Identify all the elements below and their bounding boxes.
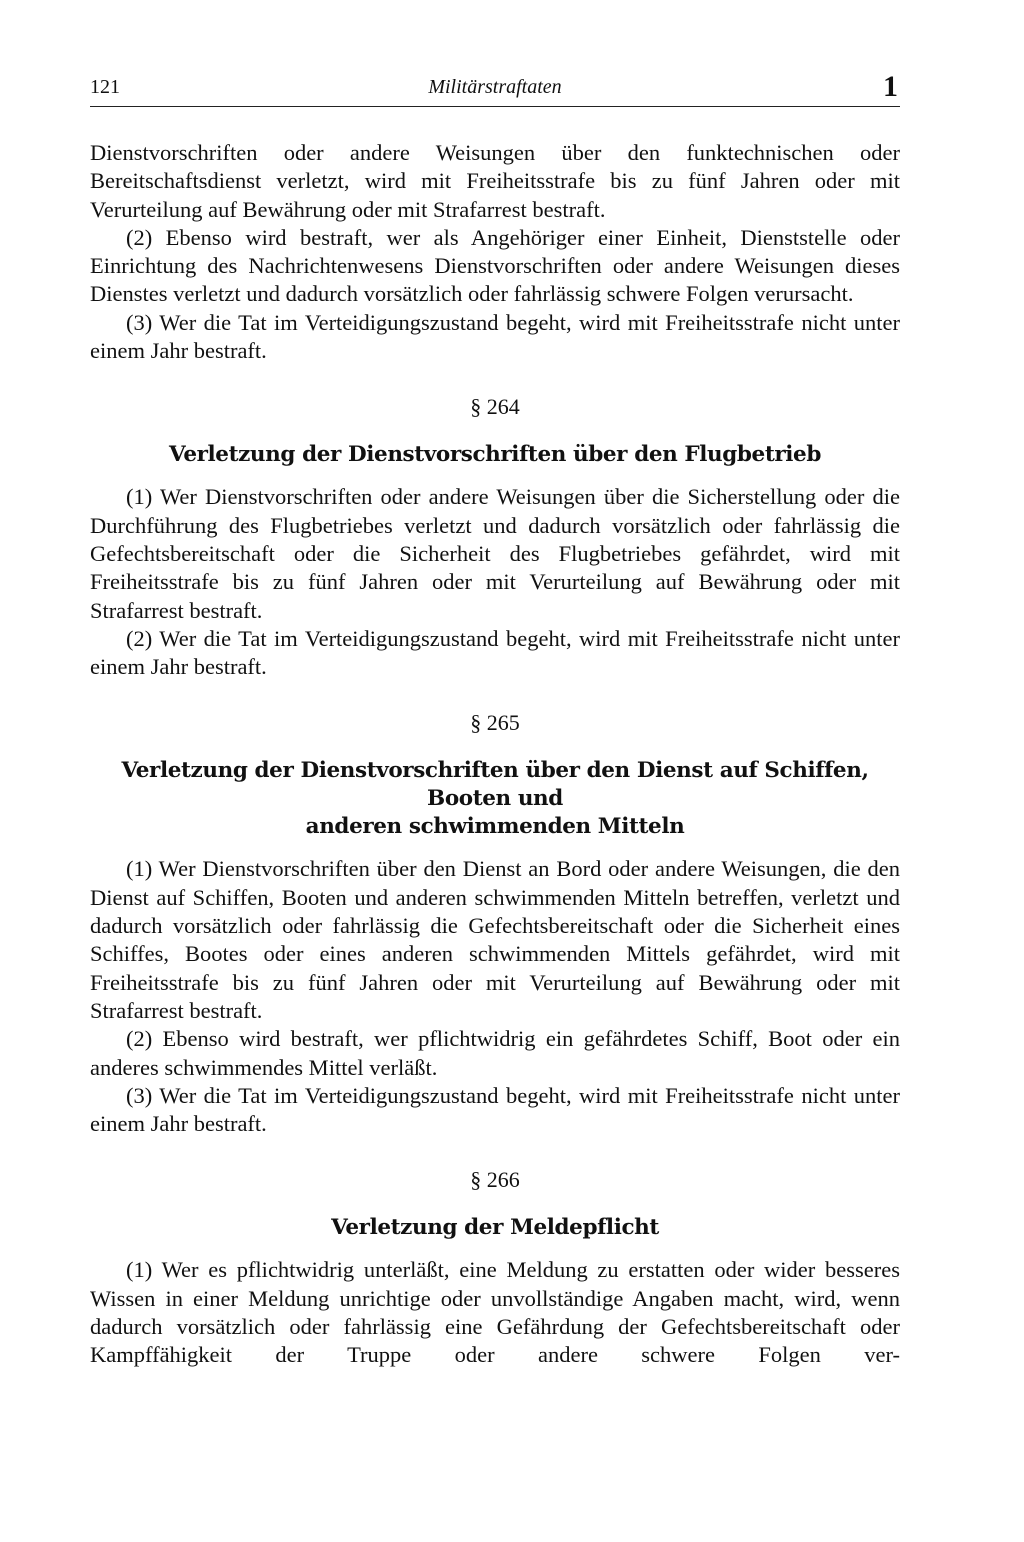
section-number-266: § 266: [470, 1167, 520, 1193]
section-title-264: Verletzung der Dienstvorschriften über den Flugbetrieb: [169, 442, 821, 468]
paragraph-263-2: (2) Ebenso wird bestraft, wer als Angehöriger einer Einheit, Dienststelle oder Einrichtung des Nachrichtenwesens Dienstvorschriften oder andere Weisungen dieses Dienstes verletzt und dadurch vorsätzlich oder fahrlässig schwere Folgen verursacht.: [90, 224, 900, 307]
section-number-264: § 264: [470, 394, 520, 420]
section-title-265: [90, 757, 900, 841]
section-title-266: Verletzung der Meldepflicht: [331, 1215, 659, 1241]
paragraph-264-2: (2) Wer die Tat im Verteidigungszustand begeht, wird mit Freiheitsstrafe nicht unter einem Jahr bestraft.: [90, 625, 900, 680]
section-title-265-line1: Verletzung der Dienstvorschriften über den Dienst auf Schiffen, Booten und: [121, 758, 869, 812]
paragraph-266-1: (1) Wer es pflichtwidrig unterläßt, eine Meldung zu erstatten oder wider besseres Wissen in einer Meldung unrichtige oder unvollständige Angaben macht, wird, wenn dadurch vorsätzlich oder fahrlässig eine Gefährdung der Gefechtsbereitschaft oder Kampffähigkeit der Truppe oder andere schwere Folgen ver-: [90, 1257, 900, 1368]
paragraph-265-3: (3) Wer die Tat im Verteidigungszustand begeht, wird mit Freiheitsstrafe nicht unter einem Jahr bestraft.: [90, 1082, 900, 1137]
paragraph-264-1: (1) Wer Dienstvorschriften oder andere Weisungen über die Sicherstellung oder die Durchführung des Flugbetriebes verletzt und dadurch vorsätzlich oder fahrlässig die Gefechtsbereitschaft oder die Sicherheit des Flugbetriebes gefährdet, wird mit Freiheitsstrafe bis zu fünf Jahren oder mit Verurteilung auf Bewährung oder mit Strafarrest bestraft.: [90, 484, 900, 623]
section-number-265: § 265: [470, 710, 520, 736]
chapter-number: 1: [883, 70, 898, 103]
paragraph-265-2: (2) Ebenso wird bestraft, wer pflichtwidrig ein gefährdetes Schiff, Boot oder ein anderes schwimmendes Mittel verläßt.: [90, 1026, 900, 1080]
page-number: 121: [90, 76, 120, 98]
section-title-265-line2: anderen schwimmenden Mitteln: [305, 814, 685, 840]
page-header: [90, 72, 900, 107]
paragraph-continuation: Dienstvorschriften oder andere Weisungen über den funktechnischen oder Bereitschaftsdienst verletzt, wird mit Freiheitsstrafe bis zu fünf Jahren oder mit Verurteilung auf Bewährung oder mit Strafarrest bestraft.: [90, 140, 900, 222]
running-title: Militärstraftaten: [428, 76, 562, 98]
page-body: [90, 139, 900, 1370]
paragraph-263-3: (3) Wer die Tat im Verteidigungszustand begeht, wird mit Freiheitsstrafe nicht unter einem Jahr bestraft.: [90, 309, 900, 364]
paragraph-265-1: (1) Wer Dienstvorschriften über den Dienst an Bord oder andere Weisungen, die den Dienst auf Schiffen, Booten und anderen schwimmenden Mitteln betreffen, verletzt und dadurch vorsätzlich oder fahrlässig die Gefechtsbereitschaft oder die Sicherheit eines Schiffes, Bootes oder eines anderen schwimmenden Mittels gefährdet, wird mit Freiheitsstrafe bis zu fünf Jahren oder mit Verurteilung auf Bewährung oder mit Strafarrest bestraft.: [90, 856, 900, 1023]
